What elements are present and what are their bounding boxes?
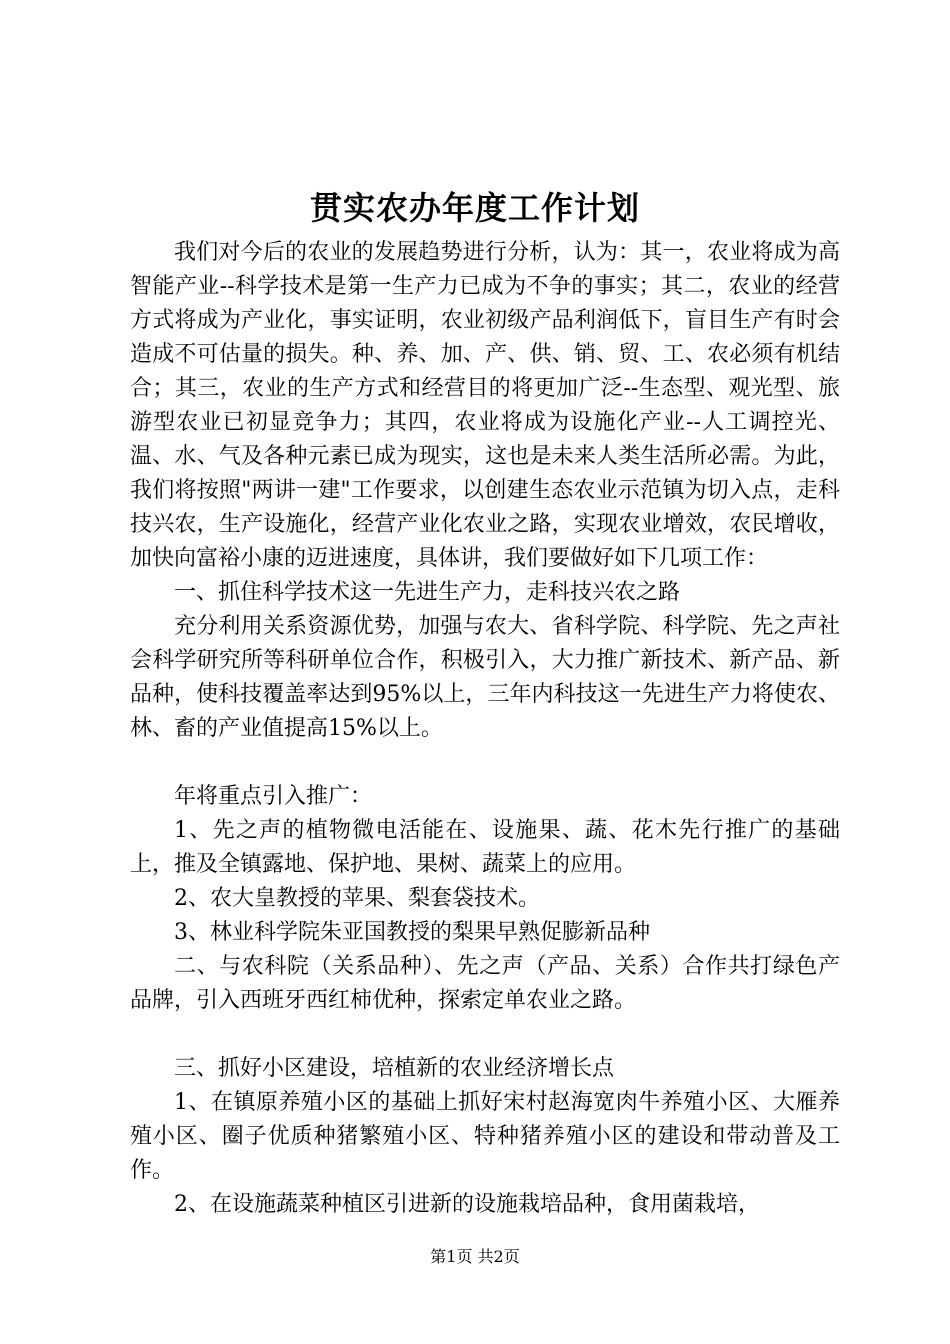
document-title: 贯实农办年度工作计划 [309,189,640,227]
list-item-3: 3、林业科学院朱亚国教授的梨果早熟促膨新品种 [174,920,650,945]
paragraph-promotion-heading: 年将重点引入推广： [174,784,373,809]
list-item-zone-2: 2、在设施蔬菜种植区引进新的设施栽培品种，食用菌栽培， [174,1192,760,1217]
section-heading-2: 二、与农科院（关系品种）、先之声（产品、关系）合作共打绿色产品牌，引入西班牙西红柿优种，探索定单农业之路。 [130,954,840,1013]
paragraph-intro: 我们对今后的农业的发展趋势进行分析，认为：其一，农业将成为高智能产业--科学技术是第一生产力已成为不争的事实；其二，农业的经营方式将成为产业化，事实证明，农业初级产品利润低下，盲目生产有时会造成不可估量的损失。种、养、加、产、供、销、贸、工、农必须有机结合；其三，农业的生产方式和经营目的将更加广泛--生态型、观光型、旅游型农业已初显竞争力；其四，农业将成为设施化产业--人工调控光、温、水、气及各种元素已成为现实，这也是未来人类生活所必需。为此，我们将按照"两讲一建"工作要求，以创建生态农业示范镇为切入点，走科技兴农，生产设施化，经营产业化农业之路，实现农业增效，农民增收，加快向富裕小康的迈进速度，具体讲，我们要做好如下几项工作： [130,240,840,571]
page-footer: 第1页 共2页 [430,1247,520,1266]
section-heading-3: 三、抓好小区建设，培植新的农业经济增长点 [174,1056,615,1081]
list-item-1: 1、先之声的植物微电活能在、设施果、蔬、花木先行推广的基础上，推及全镇露地、保护地、果树、蔬菜上的应用。 [130,818,840,877]
section-heading-1: 一、抓住科学技术这一先进生产力，走科技兴农之路 [174,580,681,605]
list-item-zone-1: 1、在镇原养殖小区的基础上抓好宋村赵海宽肉牛养殖小区、大雁养殖小区、圈子优质种猪繁殖小区、特种猪养殖小区的建设和带动普及工作。 [130,1090,840,1183]
paragraph-cooperation: 充分利用关系资源优势，加强与农大、省科学院、科学院、先之声社会科学研究所等科研单位合作，积极引入，大力推广新技术、新产品、新品种，使科技覆盖率达到95%以上，三年内科技这一先进生产力将使农、林、畜的产业值提高15%以上。 [130,614,840,741]
list-item-2: 2、农大皇教授的苹果、梨套袋技术。 [174,886,540,911]
document-body [130,236,840,1222]
